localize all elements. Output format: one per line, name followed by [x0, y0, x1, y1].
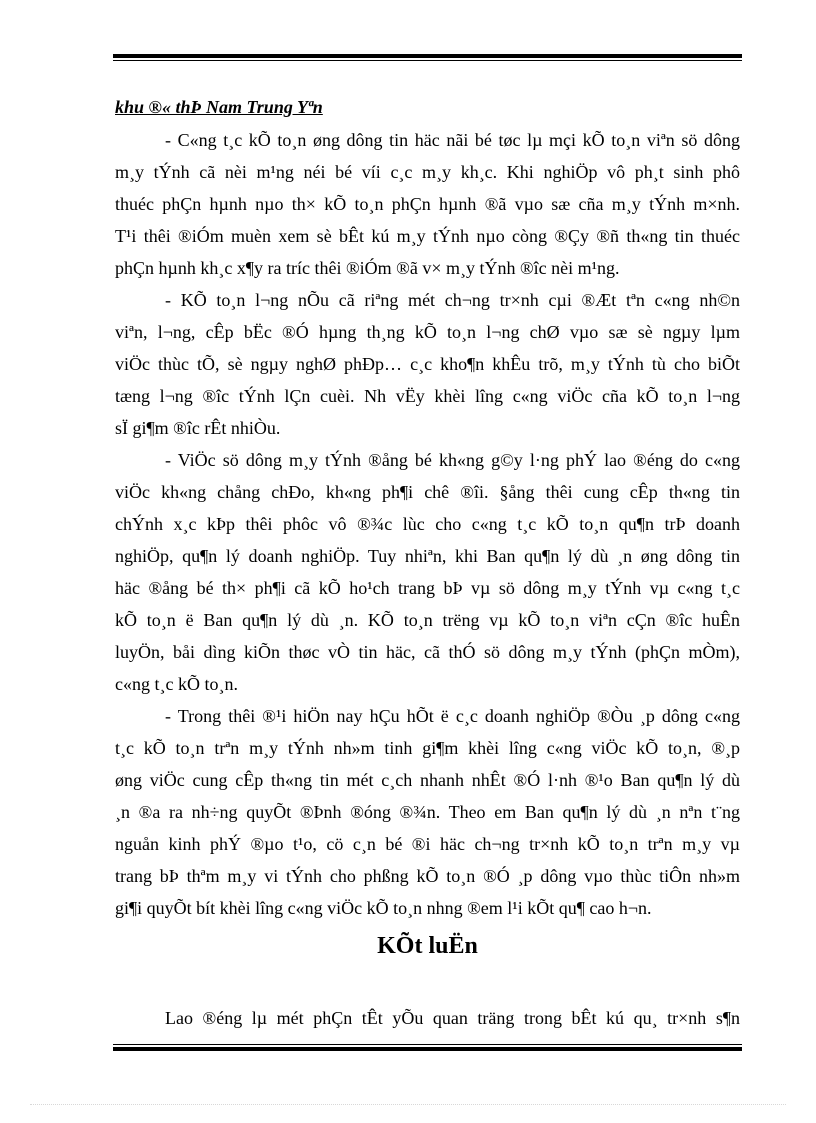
text-line: kÕ to¸n ë Ban qu¶n lý dù ¸n. KÕ to¸n trëng vµ kÕ to¸n viªn cÇn ®îc huÊn — [115, 610, 740, 630]
text-line: viÖc thùc tÕ, sè ngµy nghØ phÐp… c¸c kho¶n khÊu trõ, m¸y tÝnh tù cho biÕt — [115, 354, 740, 374]
page-edge — [30, 1104, 786, 1105]
footer-rule — [113, 1044, 742, 1051]
paragraphs — [115, 124, 740, 924]
header-rule — [113, 54, 742, 61]
text-line: tæng l¬ng ®îc tÝnh lÇn cuèi. Nh vËy khèi lîng c«ng viÖc cña kÕ to¸n l¬ng — [115, 386, 740, 406]
text-line: øng viÖc cung cÊp th«ng tin mét c¸ch nhanh nhÊt ®Ó l·nh ®¹o Ban qu¶n lý dù — [115, 770, 740, 790]
text-line: nguån kinh phÝ ®µo t¹o, cö c¸n bé ®i häc ch¬ng tr×nh kÕ to¸n trªn m¸y vµ — [115, 834, 740, 854]
text-line: trang bÞ thªm m¸y vi tÝnh cho phßng kÕ to¸n ®Ó ¸p dông vµo thùc tiÔn nh»m — [115, 866, 740, 886]
page-heading: khu ®« thÞ Nam Trung Yªn — [115, 97, 323, 117]
text-line: - KÕ to¸n l¬ng nÕu cã riªng mét ch¬ng tr×nh cµi ®Æt tªn c«ng nh©n — [165, 290, 740, 310]
text-line: viÖc kh«ng chång chÐo, kh«ng ph¶i chê ®îi. §ång thêi cung cÊp th«ng tin — [115, 482, 740, 502]
section-title: KÕt luËn — [377, 933, 478, 959]
text-line: chÝnh x¸c kÞp thêi phôc vô ®¾c lùc cho c«ng t¸c kÕ to¸n qu¶n trÞ doanh — [115, 514, 740, 534]
text-line: thuéc phÇn hµnh nµo th× kÕ to¸n phÇn hµnh ®ã vµo sæ cña m¸y tÝnh m×nh. — [115, 194, 740, 214]
text-line: phÇn hµnh kh¸c x¶y ra tríc thêi ®iÓm ®ã v× m¸y tÝnh ®îc nèi m¹ng. — [115, 258, 620, 278]
text-line: luyÖn, båi dìng kiÕn thøc vÒ tin häc, cã thÓ sö dông m¸y tÝnh (phÇn mÒm), — [115, 642, 740, 662]
text-line: viªn, l¬ng, cÊp bËc ®Ó hµng th¸ng kÕ to¸n l¬ng chØ vµo sæ sè ngµy lµm — [115, 322, 740, 342]
text-line: ¸n ®a ra nh÷ng quyÕt ®Þnh ®óng ®¾n. Theo em Ban qu¶n lý dù ¸n nªn t¨ng — [115, 802, 740, 822]
document-body — [115, 92, 740, 1034]
text-line: häc ®ång bé th× ph¶i cã kÕ ho¹ch trang bÞ vµ sö dông m¸y tÝnh vµ c«ng t¸c — [115, 578, 740, 598]
text-line: gi¶i quyÕt bít khèi lîng c«ng viÖc kÕ to¸n nhng ®em l¹i kÕt qu¶ cao h¬n. — [115, 898, 652, 918]
text-line: - ViÖc sö dông m¸y tÝnh ®ång bé kh«ng g©y l·ng phÝ lao ®éng do c«ng — [165, 450, 740, 470]
text-line: T¹i thêi ®iÓm muèn xem sè bÊt kú m¸y tÝnh nµo còng ®Çy ®ñ th«ng tin thuéc — [115, 226, 740, 246]
text-line: m¸y tÝnh cã nèi m¹ng néi bé víi c¸c m¸y kh¸c. Khi nghiÖp vô ph¸t sinh phô — [115, 162, 740, 182]
text-line: sÏ gi¶m ®îc rÊt nhiÒu. — [115, 418, 281, 438]
text-line: t¸c kÕ to¸n trªn m¸y tÝnh nh»m tinh gi¶m khèi lîng c«ng viÖc kÕ to¸n, ®¸p — [115, 738, 740, 758]
text-line: - C«ng t¸c kÕ to¸n øng dông tin häc nãi bé tøc lµ mçi kÕ to¸n viªn sö dông — [165, 130, 740, 150]
closing-line: Lao ®éng lµ mét phÇn tÊt yÕu quan träng trong bÊt kú qu¸ tr×nh s¶n — [165, 1008, 740, 1028]
text-line: - Trong thêi ®¹i hiÖn nay hÇu hÕt ë c¸c doanh nghiÖp ®Òu ¸p dông c«ng — [165, 706, 740, 726]
text-line: c«ng t¸c kÕ to¸n. — [115, 674, 238, 694]
text-line: nghiÖp, qu¶n lý doanh nghiÖp. Tuy nhiªn, khi Ban qu¶n lý dù ¸n øng dông tin — [115, 546, 740, 566]
